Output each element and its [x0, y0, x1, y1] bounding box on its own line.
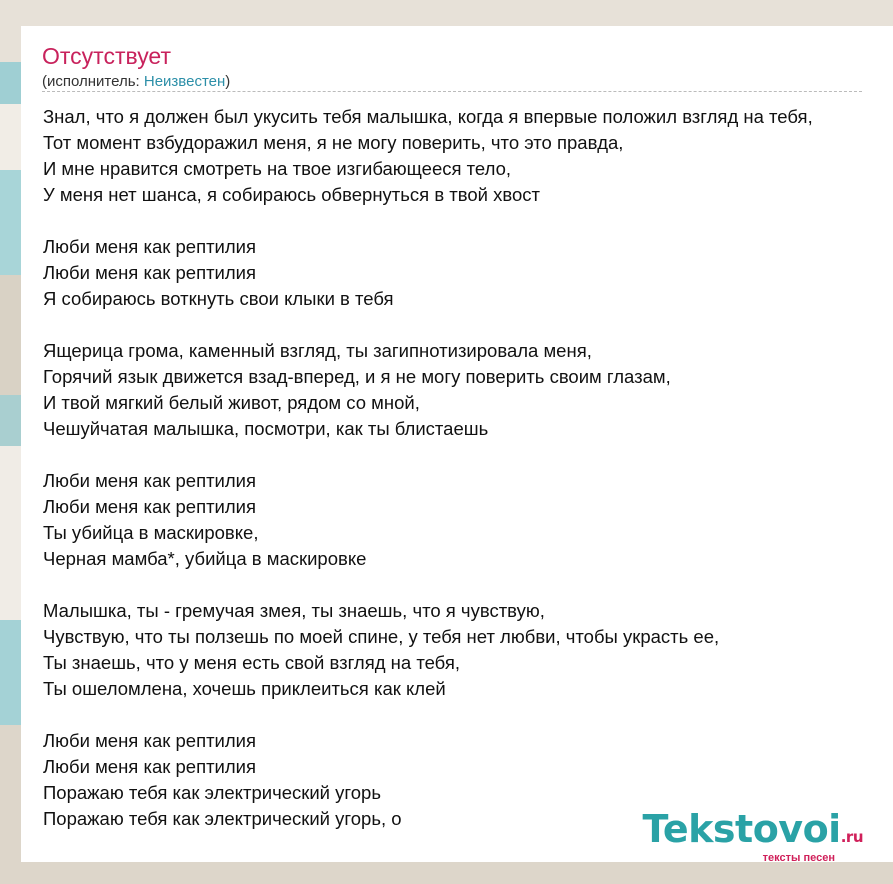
site-logo[interactable] — [642, 807, 864, 864]
dashed-divider — [42, 91, 862, 92]
logo-tagline: тексты песен — [762, 852, 835, 864]
lyrics-card — [21, 26, 893, 862]
logo-wordmark: Tekstovoi.ru — [642, 807, 863, 851]
song-title: Отсутствует — [42, 43, 171, 69]
lyrics-text: Знал, что я должен был укусить тебя малышка, когда я впервые положил взгляд на тебя, Тот момент взбудоражил меня, я не могу поверить, что это правда, И мне нравится смотреть на твое изгибающееся тело, У меня нет шанса, я собираюсь обвернуться в твой хвост Люби меня как рептилия Люби меня как рептилия Я собираюсь воткнуть свои клыки в тебя Ящерица грома, каменный взгляд, ты загипнотизировала меня, Горячий язык движется взад-вперед, и я не могу поверить своим глазам, И твой мягкий белый живот, рядом со мной, Чешуйчатая малышка, посмотри, как ты блистаешь Люби меня как рептилия Люби меня как рептилия Ты убийца в маскировке, Черная мамба*, убийца в маскировке Малышка, ты - гремучая змея, ты знаешь, что я чувствую, Чувствую, что ты ползешь по моей спине, у тебя нет любви, чтобы украсть ее, Ты знаешь, что у меня есть свой взгляд на тебя, Ты ошеломлена, хочешь приклеиться как клей Люби меня как рептилия Люби меня как рептилия Поражаю тебя как электрический угорь Поражаю тебя как электрический угорь, о — [43, 106, 813, 829]
artist-prefix: (исполнитель: — [42, 73, 144, 90]
logo-tld: .ru — [840, 828, 863, 846]
artist-line — [42, 73, 230, 90]
artist-link[interactable]: Неизвестен — [143, 73, 226, 90]
artist-suffix: ) — [225, 73, 231, 90]
